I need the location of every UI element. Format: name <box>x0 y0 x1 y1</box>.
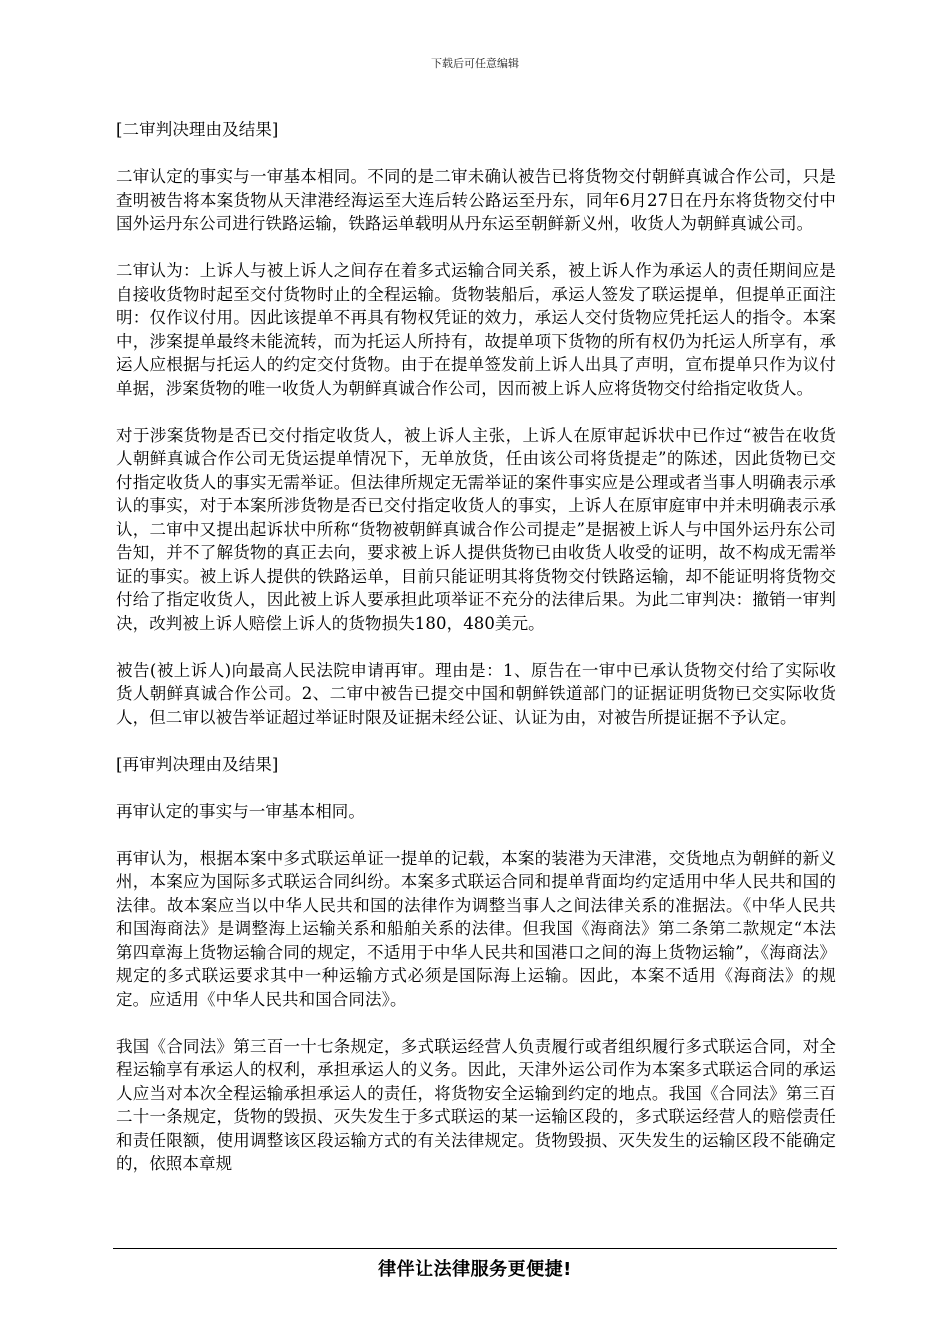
paragraph-retrial-facts: 再审认定的事实与一审基本相同。 <box>116 801 365 821</box>
paragraph-second-instance-facts: 二审认定的事实与一审基本相同。不同的是二审未确认被告已将货物交付朝鲜真诚合作公司，只是查明被告将本案货物从天津港经海运至大连后转公路运至丹东，同年6月27日在丹东将货物交付中国外运丹东公司进行铁路运输，铁路运单载明从丹东运至朝鲜新义州，收货人为朝鲜真诚公司。 <box>116 167 836 233</box>
paragraph-delivery-evidence: 对于涉案货物是否已交付指定收货人，被上诉人主张，上诉人在原审起诉状中已作过“被告在收货人朝鲜真诚合作公司无货运提单情况下，无单放货，任由该公司将货提走”的陈述，因此货物已交付指定收货人的事实无需举证。但法律所规定无需举证的案件事实应是公理或者当事人明确表示承认的事实，对于本案所涉货物是否已交付指定收货人的事实，上诉人在原审庭审中并未明确表示承认，二审中又提出起诉状中所称“货物被朝鲜真诚合作公司提走”是据被上诉人与中国外运丹东公司告知，并不了解货物的真正去向，要求被上诉人提供货物已由收货人收受的证明，故不构成无需举证的事实。被上诉人提供的铁路运单，目前只能证明其将货物交付铁路运输，却不能证明将货物交付给了指定收货人，因此被上诉人要承担此项举证不充分的法律后果。为此二审判决：撤销一审判决，改判被上诉人赔偿上诉人的货物损失180，480美元。 <box>116 425 836 633</box>
section-heading-second-instance: [二审判决理由及结果] <box>116 120 279 139</box>
document-body-viewport <box>110 118 845 1246</box>
paragraph-contract-law-analysis: 我国《合同法》第三百一十七条规定，多式联运经营人负责履行或者组织履行多式联运合同，对全程运输享有承运人的权利，承担承运人的义务。因此，天津外运公司作为本案多式联运合同的承运人应当对本次全程运输承担承运人的责任，将货物安全运输到约定的地点。我国《合同法》第三百二十一条规定，货物的毁损、灭失发生于多式联运的某一运输区段的，多式联运经营人的赔偿责任和责任限额，使用调整该区段运输方式的有关法律规定。货物毁损、灭失发生的运输区段不能确定的，依照本章规 <box>116 1036 836 1173</box>
document-body <box>116 118 836 1199</box>
section-heading-retrial: [再审判决理由及结果] <box>116 754 279 774</box>
paragraph-retrial-applicable-law: 再审认为，根据本案中多式联运单证一提单的记载，本案的装港为天津港，交货地点为朝鲜的新义州，本案应为国际多式联运合同纠纷。本案多式联运合同和提单背面均约定适用中华人民共和国的法律。故本案应当以中华人民共和国的法律作为调整当事人之间法律关系的准据法。《中华人民共和国海商法》是调整海上运输关系和船舶关系的法律。但我国《海商法》第二条第二款规定“本法第四章海上货物运输合同的规定，不适用于中华人民共和国港口之间的海上货物运输”，《海商法》规定的多式联运要求其中一种运输方式必须是国际海上运输。因此，本案不适用《海商法》的规定。应适用《中华人民共和国合同法》。 <box>116 848 836 1009</box>
footer-slogan: 律伴让法律服务更便捷! <box>378 1259 572 1280</box>
page-header-note: 下载后可任意编辑 <box>431 57 519 70</box>
footer-divider <box>113 1248 837 1249</box>
paragraph-second-instance-opinion: 二审认为：上诉人与被上诉人之间存在着多式运输合同关系，被上诉人作为承运人的责任期间应是自接收货物时起至交付货物时止的全程运输。货物装船后，承运人签发了联运提单，但提单正面注明：仅作议付用。因此该提单不再具有物权凭证的效力，承运人交付货物应凭托运人的指令。本案中，涉案提单最终未能流转，而为托运人所持有，故提单项下货物的所有权仍为托运人所享有，承运人应根据与托运人的约定交付货物。由于在提单签发前上诉人出具了声明，宣布提单只作为议付单据，涉案货物的唯一收货人为朝鲜真诚合作公司，因而被上诉人应将货物交付给指定收货人。 <box>116 261 836 398</box>
paragraph-retrial-application: 被告(被上诉人)向最高人民法院申请再审。理由是：1、原告在一审中已承认货物交付给了实际收货人朝鲜真诚合作公司。2、二审中被告已提交中国和朝鲜铁道部门的证据证明货物已交实际收货人，但二审以被告举证超过举证时限及证据未经公证、认证为由，对被告所提证据不予认定。 <box>116 660 836 727</box>
